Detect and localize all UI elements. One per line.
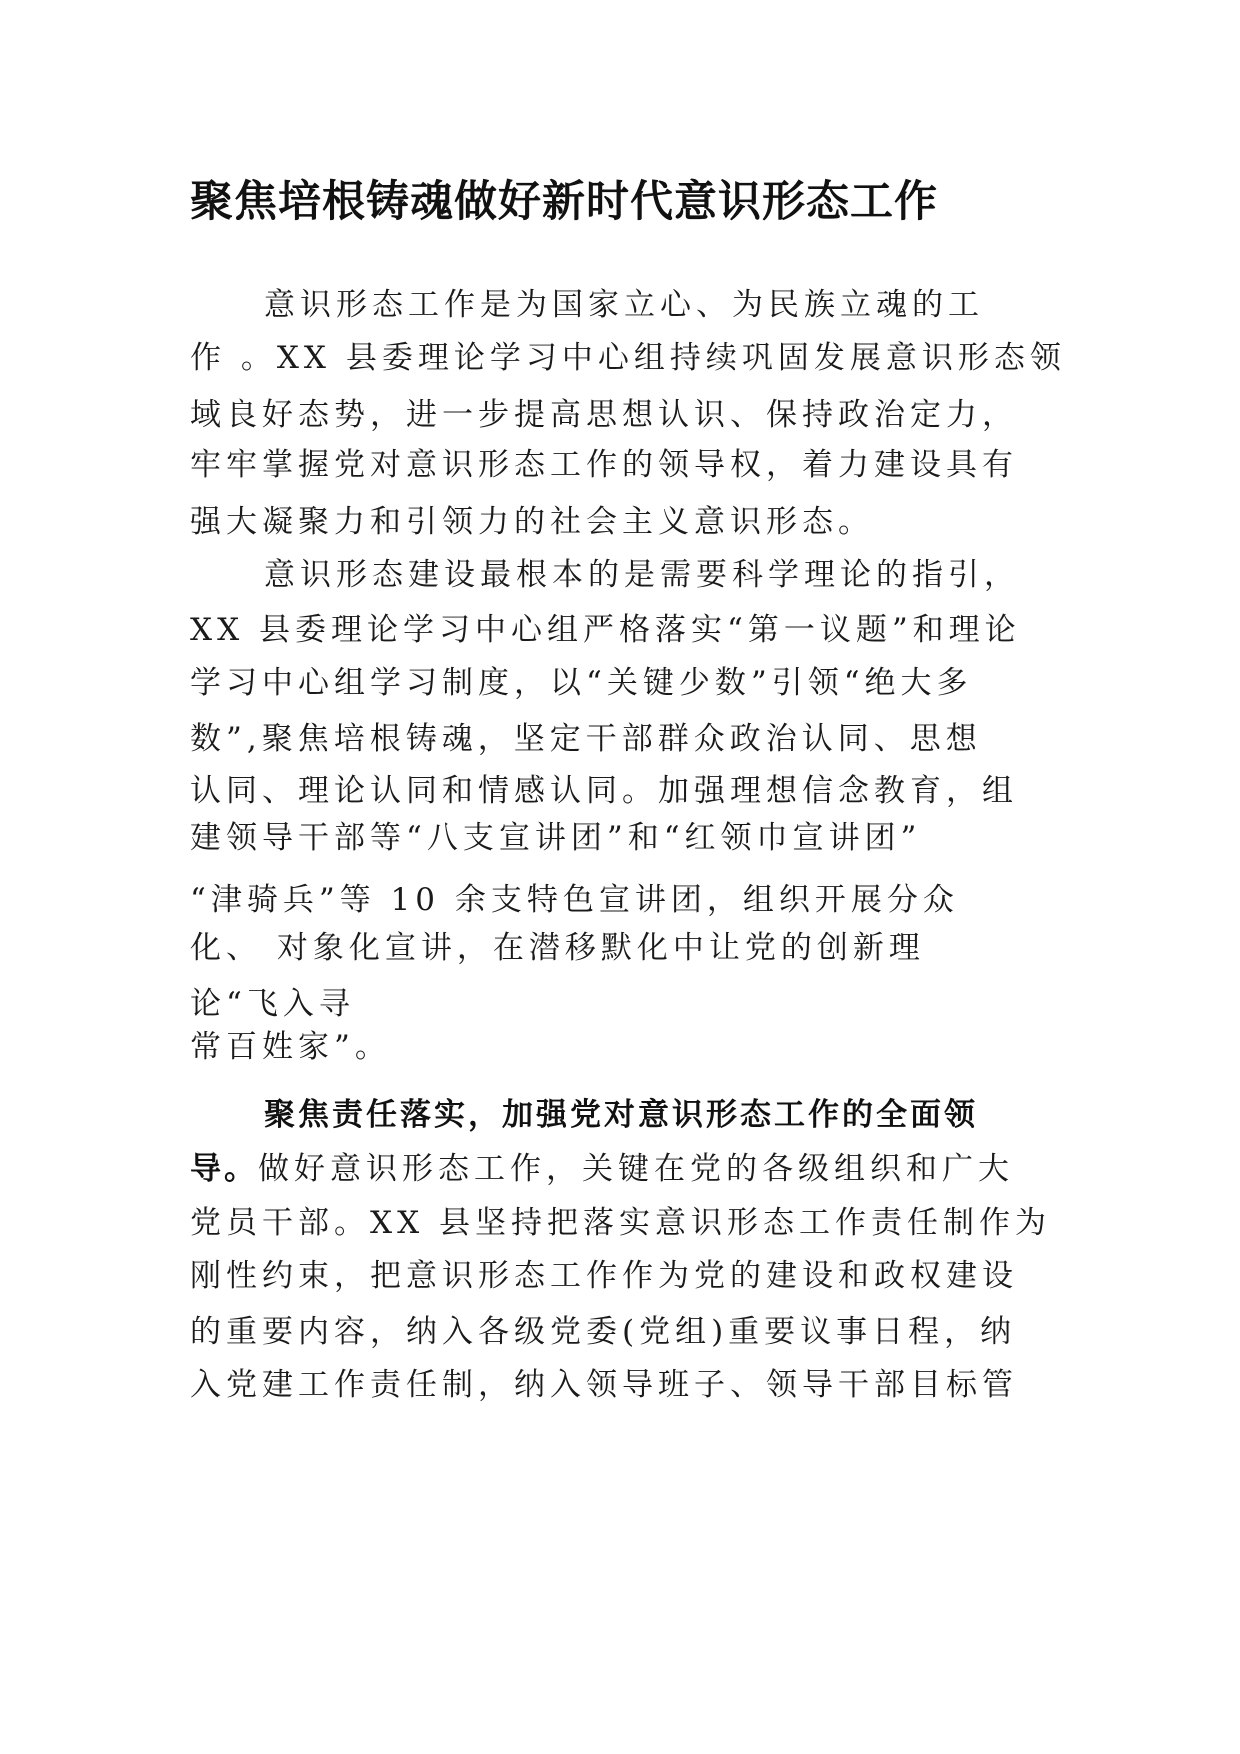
paragraph-3-line-4: 刚性约束，把意识形态工作作为党的建设和政权建设 — [190, 1258, 1018, 1294]
paragraph-2-line-6: 建领导干部等“八支宣讲团”和“红领巾宣讲团” — [190, 820, 922, 856]
paragraph-2-line-2: XX 县委理论学习中心组严格落实“第一议题”和理论 — [190, 612, 1021, 648]
paragraph-3-line-6: 入党建工作责任制，纳入领导班子、领导干部目标管 — [190, 1367, 1018, 1403]
paragraph-1-line-5: 强大凝聚力和引领力的社会主义意识形态。 — [190, 504, 874, 540]
paragraph-1-line-3: 域良好态势，进一步提高思想认识、保持政治定力， — [190, 397, 1018, 433]
paragraph-1-line-4: 牢牢掌握党对意识形态工作的领导权，着力建设具有 — [190, 447, 1018, 483]
paragraph-2-line-8: 化、 对象化宣讲，在潜移默化中让党的创新理 — [190, 930, 925, 966]
paragraph-3-line-5: 的重要内容，纳入各级党委(党组)重要议事日程，纳 — [190, 1314, 1017, 1350]
paragraph-2-line-7: “津骑兵”等 10 余支特色宣讲团，组织开展分众 — [190, 882, 959, 918]
paragraph-2-line-1: 意识形态建设最根本的是需要科学理论的指引， — [264, 557, 1020, 593]
document-title: 聚焦培根铸魂做好新时代意识形态工作 — [190, 177, 938, 227]
paragraph-3-heading-end: 导。 — [190, 1151, 258, 1187]
paragraph-2-line-4: 数”,聚焦培根铸魂，坚定干部群众政治认同、思想 — [190, 721, 982, 757]
paragraph-2-line-3: 学习中心组学习制度，以“关键少数”引领“绝大多 — [190, 665, 973, 701]
paragraph-3-line-2-text: 做好意识形态工作，关键在党的各级组织和广大 — [258, 1151, 1014, 1187]
paragraph-1-line-2: 作 。XX 县委理论学习中心组持续巩固发展意识形态领 — [190, 340, 1066, 376]
paragraph-2-line-5: 认同、理论认同和情感认同。加强理想信念教育，组 — [190, 773, 1018, 809]
paragraph-3-heading-line: 聚焦责任落实，加强党对意识形态工作的全面领 — [264, 1097, 978, 1133]
paragraph-1-line-1: 意识形态工作是为国家立心、为民族立魂的工 — [264, 287, 984, 323]
paragraph-2-line-9: 论“飞入寻 — [190, 986, 355, 1022]
paragraph-2-line-10: 常百姓家”。 — [190, 1029, 391, 1065]
paragraph-3-line-2 — [190, 1147, 1014, 1191]
paragraph-3-line-3: 党员干部。XX 县坚持把落实意识形态工作责任制作为 — [190, 1205, 1051, 1241]
